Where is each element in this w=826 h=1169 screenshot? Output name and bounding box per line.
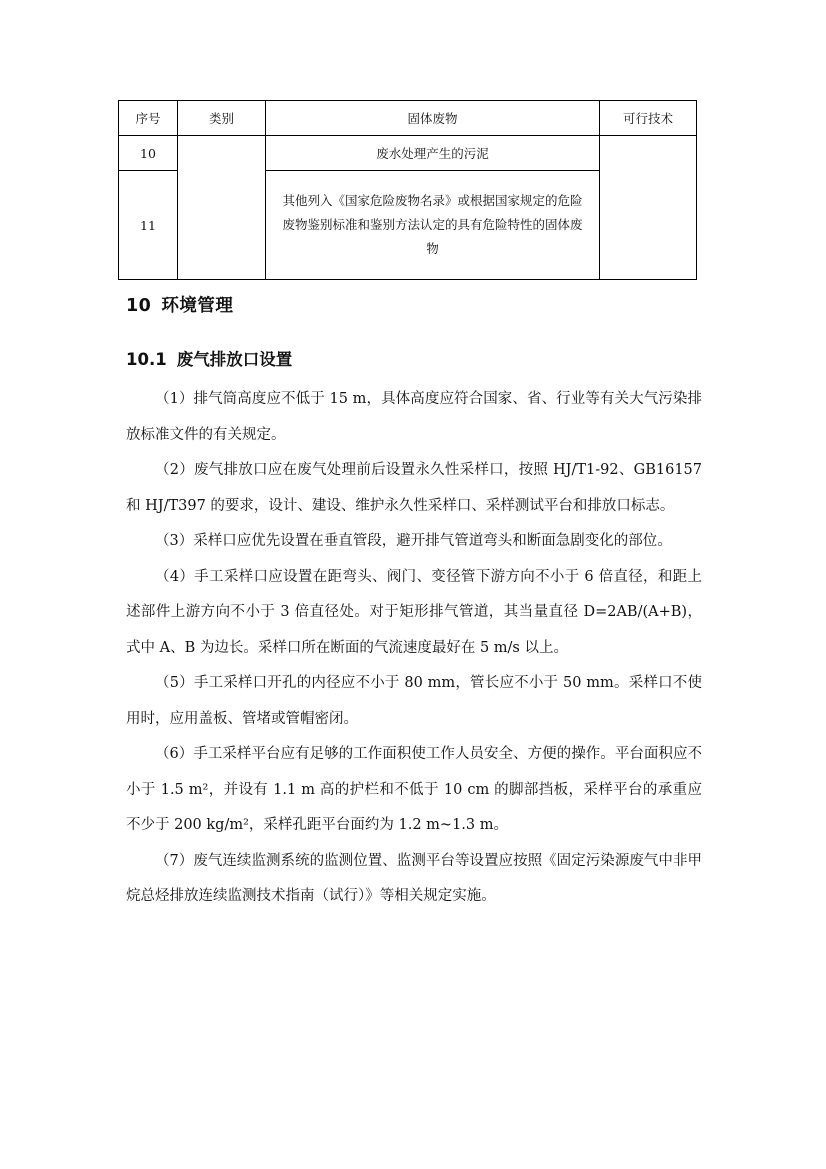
paragraph-1: （1）排气筒高度应不低于 15 m，具体高度应符合国家、省、行业等有关大气污染排放标准文件的有关规定。 — [126, 391, 702, 443]
solid-waste-table — [118, 100, 697, 280]
table-header-row — [119, 101, 697, 136]
subsection-title: 废气排放口设置 — [176, 350, 293, 369]
row-number: 11 — [119, 171, 178, 280]
subsection-heading — [126, 346, 292, 370]
waste-description: 其他列入《国家危险废物名录》或根据国家规定的危险废物鉴别标准和鉴别方法认定的具有危险特性的固体废物 — [266, 171, 600, 280]
header-feasible-technology: 可行技术 — [600, 101, 697, 136]
section-heading — [126, 292, 233, 317]
section-number: 10 — [126, 296, 152, 316]
body-text — [126, 382, 702, 915]
paragraph-2: （2）废气排放口应在废气处理前后设置永久性采样口，按照 HJ/T1-92、GB16157 和 HJ/T397 的要求，设计、建设、维护永久性采样口、采样测试平台和排放口标志。 — [126, 462, 702, 514]
header-category: 类别 — [178, 101, 266, 136]
section-title: 环境管理 — [161, 296, 234, 316]
table-row — [119, 136, 697, 171]
paragraph-6: （6）手工采样平台应有足够的工作面积使工作人员安全、方便的操作。平台面积应不小于 1.5 m²，并设有 1.1 m 高的护栏和不低于 10 cm 的脚部挡板，采样平台的承重应不少于 200 kg/m²，采样孔距平台面约为 1.2 m~1.3 m。 — [126, 746, 702, 833]
header-serial-number: 序号 — [119, 101, 178, 136]
paragraph-7: （7）废气连续监测系统的监测位置、监测平台等设置应按照《固定污染源废气中非甲烷总烃排放连续监测技术指南（试行）》等相关规定实施。 — [126, 852, 702, 904]
paragraph-4: （4）手工采样口应设置在距弯头、阀门、变径管下游方向不小于 6 倍直径，和距上述部件上游方向不小于 3 倍直径处。对于矩形排气管道，其当量直径 D=2AB/(A+B)，式中 A、B 为边长。采样口所在断面的气流速度最好在 5 m/s 以上。 — [126, 568, 702, 656]
category-cell — [178, 136, 266, 280]
row-number: 10 — [119, 136, 178, 171]
subsection-number: 10.1 — [126, 350, 167, 369]
waste-description: 废水处理产生的污泥 — [266, 136, 600, 171]
paragraph-3: （3）采样口应优先设置在垂直管段，避开排气管道弯头和断面急剧变化的部位。 — [155, 533, 672, 549]
technology-cell — [600, 136, 697, 280]
paragraph-5: （5）手工采样口开孔的内径应不小于 80 mm，管长应不小于 50 mm。采样口不使用时，应用盖板、管堵或管帽密闭。 — [126, 675, 702, 727]
header-solid-waste: 固体废物 — [266, 101, 600, 136]
